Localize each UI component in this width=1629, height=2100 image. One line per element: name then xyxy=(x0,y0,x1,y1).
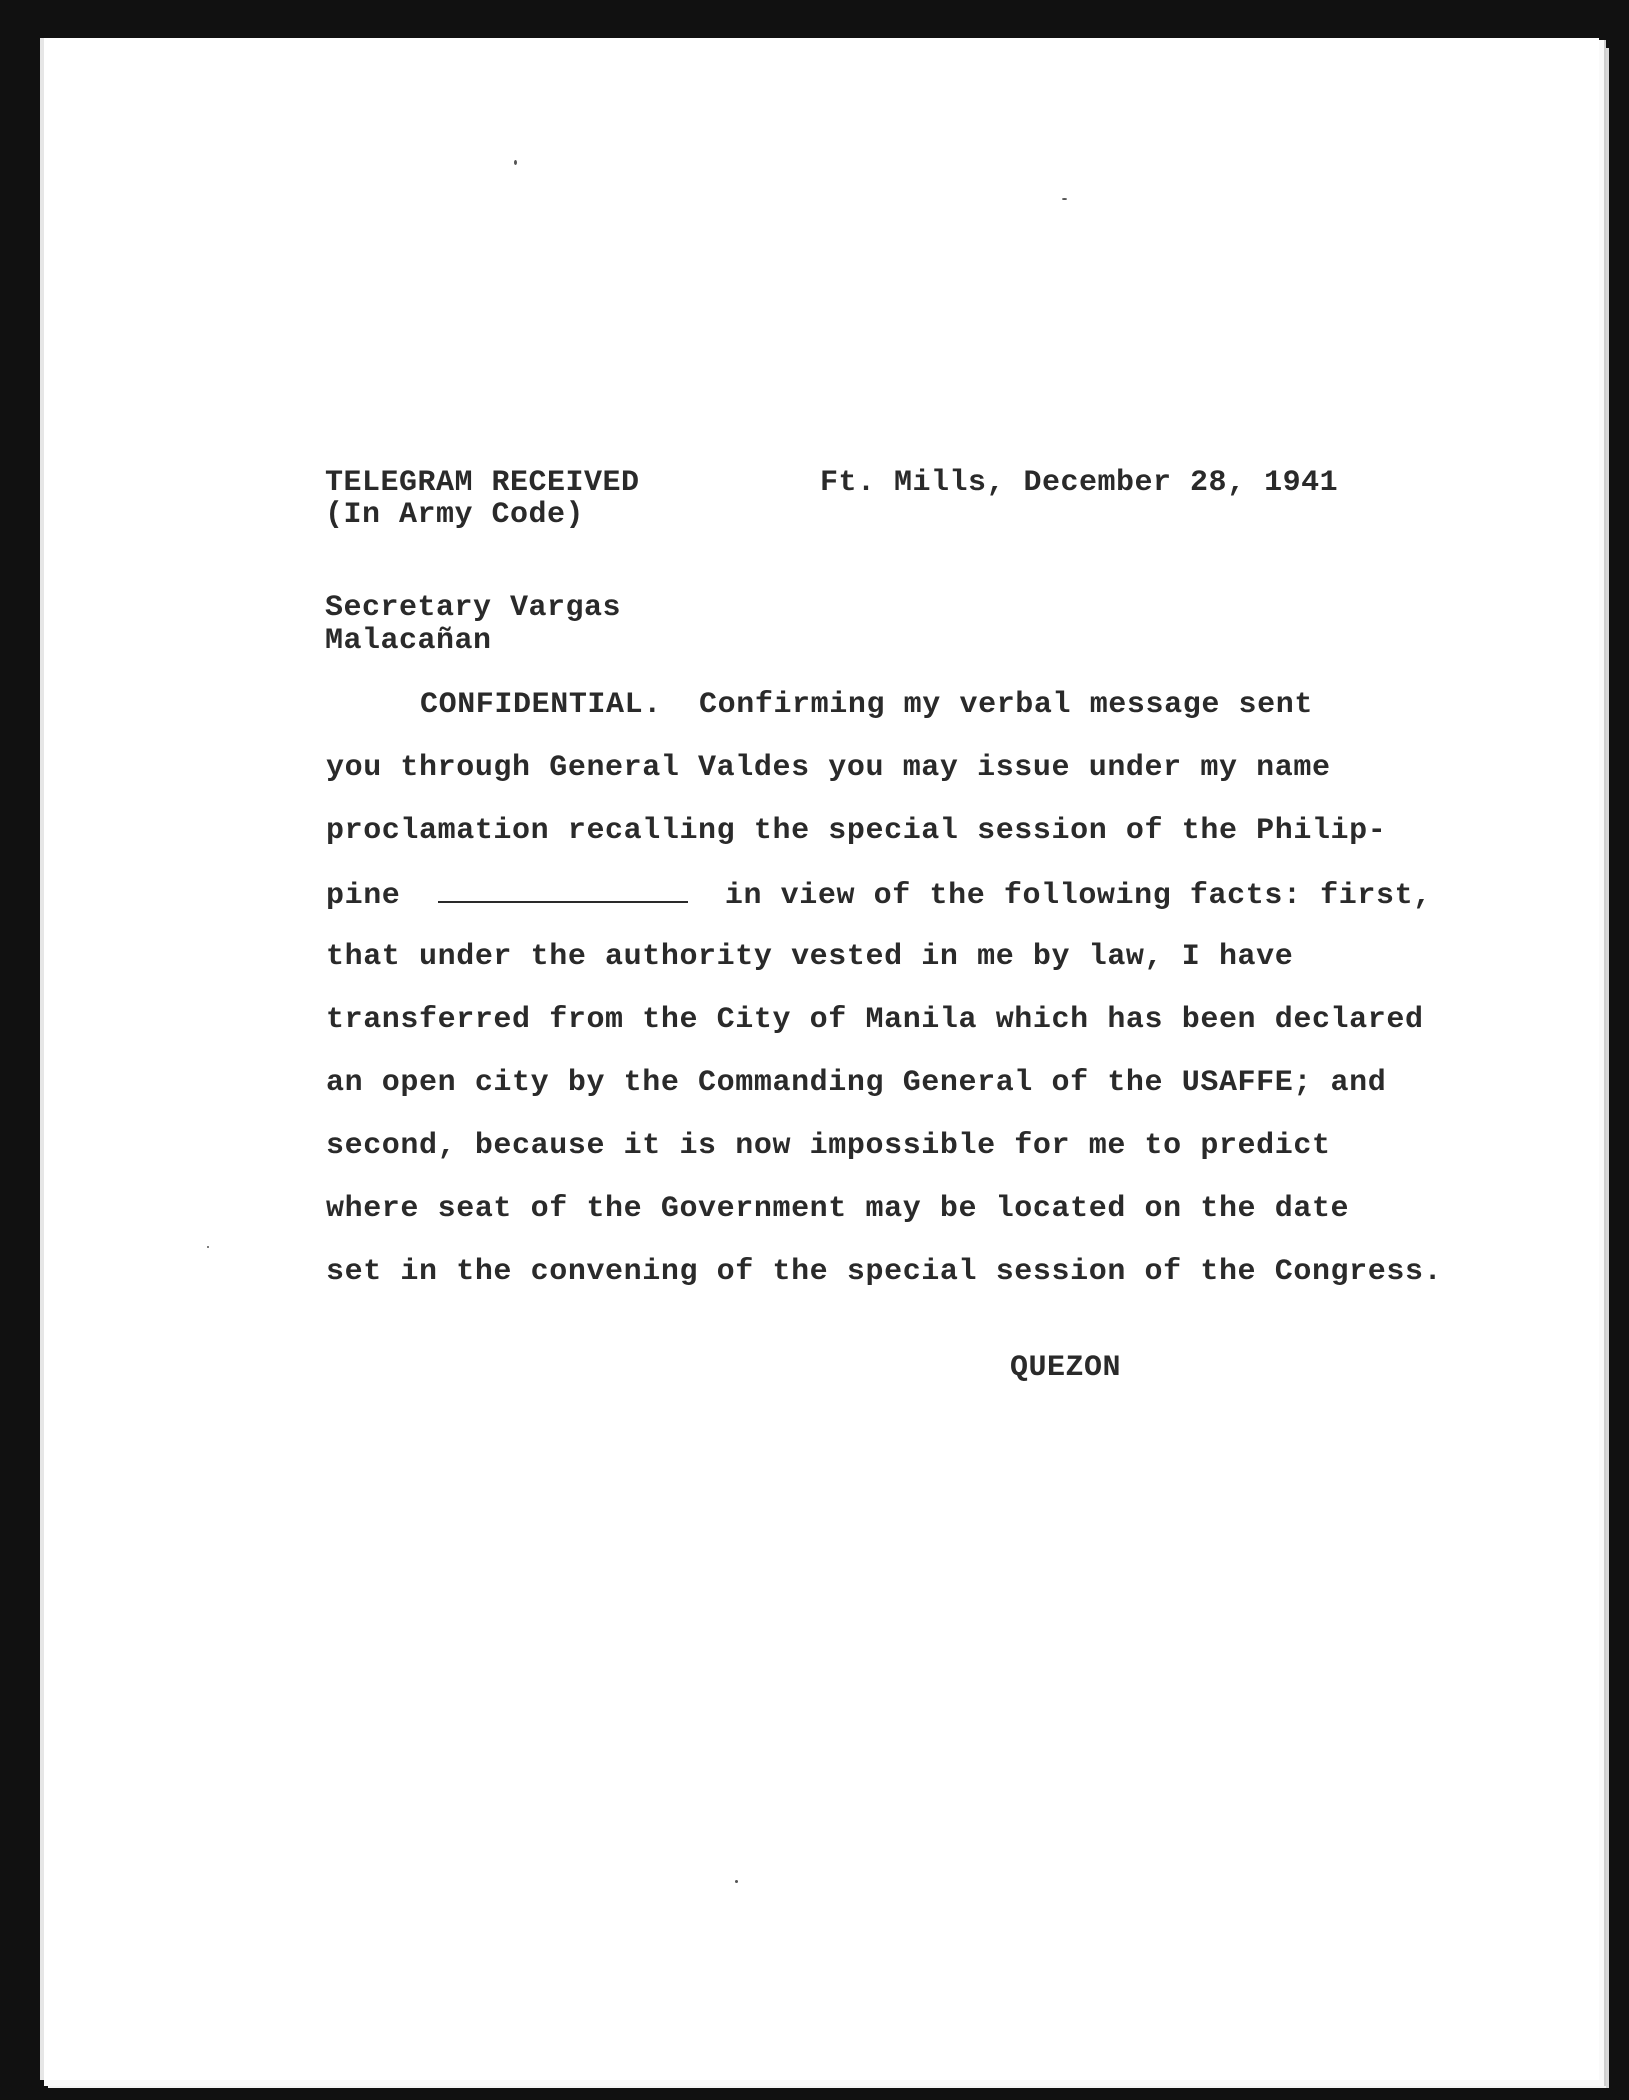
body-line-4-start: pine xyxy=(326,879,401,913)
body-line-10: set in the convening of the special session of the Congress. xyxy=(326,1255,1443,1289)
code-label: (In Army Code) xyxy=(325,498,585,532)
body-line-1: CONFIDENTIAL. Confirming my verbal message sent xyxy=(420,688,1313,722)
paper-speck xyxy=(735,1880,738,1883)
place-date: Ft. Mills, December 28, 1941 xyxy=(820,466,1339,500)
paper-speck xyxy=(207,1246,209,1248)
telegram-type-label: TELEGRAM RECEIVED xyxy=(325,466,640,500)
body-line-7: an open city by the Commanding General of the USAFFE; and xyxy=(326,1066,1387,1100)
signature: QUEZON xyxy=(1010,1351,1122,1385)
body-line-4 xyxy=(326,879,1432,911)
paper-speck xyxy=(1062,198,1067,200)
telegram-page xyxy=(40,38,1599,2080)
blank-line xyxy=(438,879,688,903)
paper-speck xyxy=(514,160,517,165)
body-line-5: that under the authority vested in me by law, I have xyxy=(326,940,1294,974)
recipient-name: Secretary Vargas xyxy=(325,591,622,625)
body-line-8: second, because it is now impossible for me to predict xyxy=(326,1129,1331,1163)
recipient-location: Malacañan xyxy=(325,624,492,658)
body-line-6: transferred from the City of Manila which has been declared xyxy=(326,1003,1424,1037)
body-line-3: proclamation recalling the special session of the Philip- xyxy=(326,814,1387,848)
body-line-4-end: in view of the following facts: first, xyxy=(724,879,1432,913)
body-line-9: where seat of the Government may be located on the date xyxy=(326,1192,1350,1226)
body-line-2: you through General Valdes you may issue under my name xyxy=(326,751,1331,785)
